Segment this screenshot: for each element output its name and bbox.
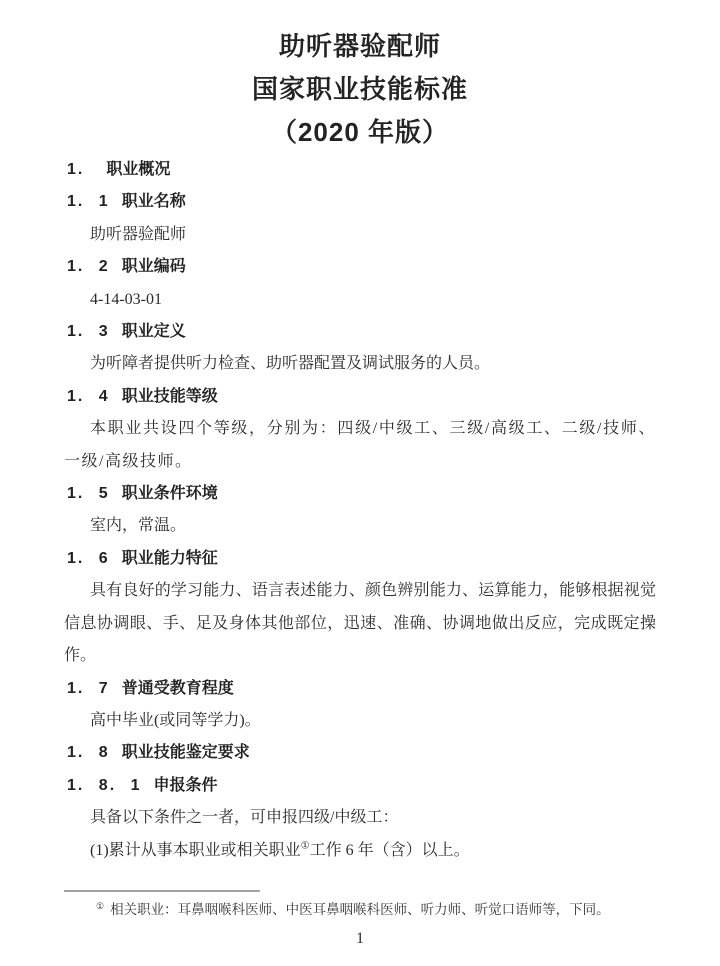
heading-number: 1. 7 xyxy=(67,679,110,697)
heading-text: 职业概况 xyxy=(106,161,171,178)
footnote-body: 相关职业：耳鼻咽喉科医师、中医耳鼻咽喉科医师、听力师、听觉口语师等，下同。 xyxy=(110,902,610,917)
heading-text: 职业名称 xyxy=(121,193,186,211)
heading-occupation-name xyxy=(64,186,656,218)
heading-work-environment xyxy=(64,478,656,510)
footnote-area xyxy=(64,890,656,920)
footnote-separator xyxy=(64,890,260,892)
footnote-marker: ① xyxy=(96,900,105,911)
heading-number: 1. 4 xyxy=(67,387,110,405)
heading-text: 职业技能鉴定要求 xyxy=(121,744,250,762)
heading-education-level xyxy=(64,673,656,705)
heading-appraisal-requirements xyxy=(64,737,656,769)
heading-number: 1. 3 xyxy=(67,323,110,341)
footnote-text xyxy=(64,899,656,920)
footnote-reference-mark: ① xyxy=(300,840,310,852)
title-line-standard: 国家职业技能标准 xyxy=(251,74,468,104)
heading-text: 职业技能等级 xyxy=(121,387,218,405)
heading-text: 职业定义 xyxy=(121,323,186,341)
para-occupation-name: 助听器验配师 xyxy=(90,225,187,243)
heading-text: 申报条件 xyxy=(153,776,218,794)
heading-application-conditions xyxy=(64,770,656,802)
para-application-condition-1 xyxy=(64,835,656,867)
heading-text: 职业能力特征 xyxy=(121,549,218,567)
page-number: 1 xyxy=(356,930,364,947)
document-title xyxy=(0,0,720,154)
para-occupation-definition: 为听障者提供听力检查、助听器配置及调试服务的人员。 xyxy=(90,355,491,373)
heading-occupation-overview xyxy=(64,154,656,186)
para-ability-traits: 具有良好的学习能力、语言表述能力、颜色辨别能力、运算能力，能够根据视觉信息协调眼、手、足及身体其他部位，迅速、准确、协调地做出反应，完成既定操作。 xyxy=(64,582,656,665)
heading-number: 1. 5 xyxy=(67,485,110,503)
heading-number: 1. 8 xyxy=(67,744,110,762)
heading-number: 1. 1 xyxy=(67,193,110,211)
heading-skill-levels xyxy=(64,381,656,413)
heading-text: 职业编码 xyxy=(121,258,186,276)
condition-text: 工作 6 年（含）以上。 xyxy=(309,841,470,859)
heading-occupation-code xyxy=(64,251,656,283)
title-line-occupation: 助听器验配师 xyxy=(278,31,441,61)
para-education-level: 高中毕业(或同等学力)。 xyxy=(90,711,261,729)
heading-number: 1. xyxy=(67,161,85,178)
heading-number: 1. 2 xyxy=(67,258,110,276)
condition-text: (1)累计从事本职业或相关职业 xyxy=(90,841,301,859)
para-work-environment: 室内，常温。 xyxy=(90,517,187,535)
heading-number: 1. 6 xyxy=(67,549,110,567)
heading-ability-traits xyxy=(64,543,656,575)
heading-number: 1. 8. 1 xyxy=(67,776,142,794)
document-body xyxy=(64,154,656,867)
title-line-edition: （2020 年版） xyxy=(270,117,450,147)
heading-occupation-definition xyxy=(64,316,656,348)
heading-text: 职业条件环境 xyxy=(121,485,218,503)
heading-text: 普通受教育程度 xyxy=(121,679,234,697)
para-application-intro: 具备以下条件之一者，可申报四级/中级工： xyxy=(90,809,399,827)
para-skill-levels: 本职业共设四个等级，分别为：四级/中级工、三级/高级工、二级/技师、一级/高级技师。 xyxy=(64,420,656,470)
para-occupation-code: 4-14-03-01 xyxy=(90,290,162,308)
